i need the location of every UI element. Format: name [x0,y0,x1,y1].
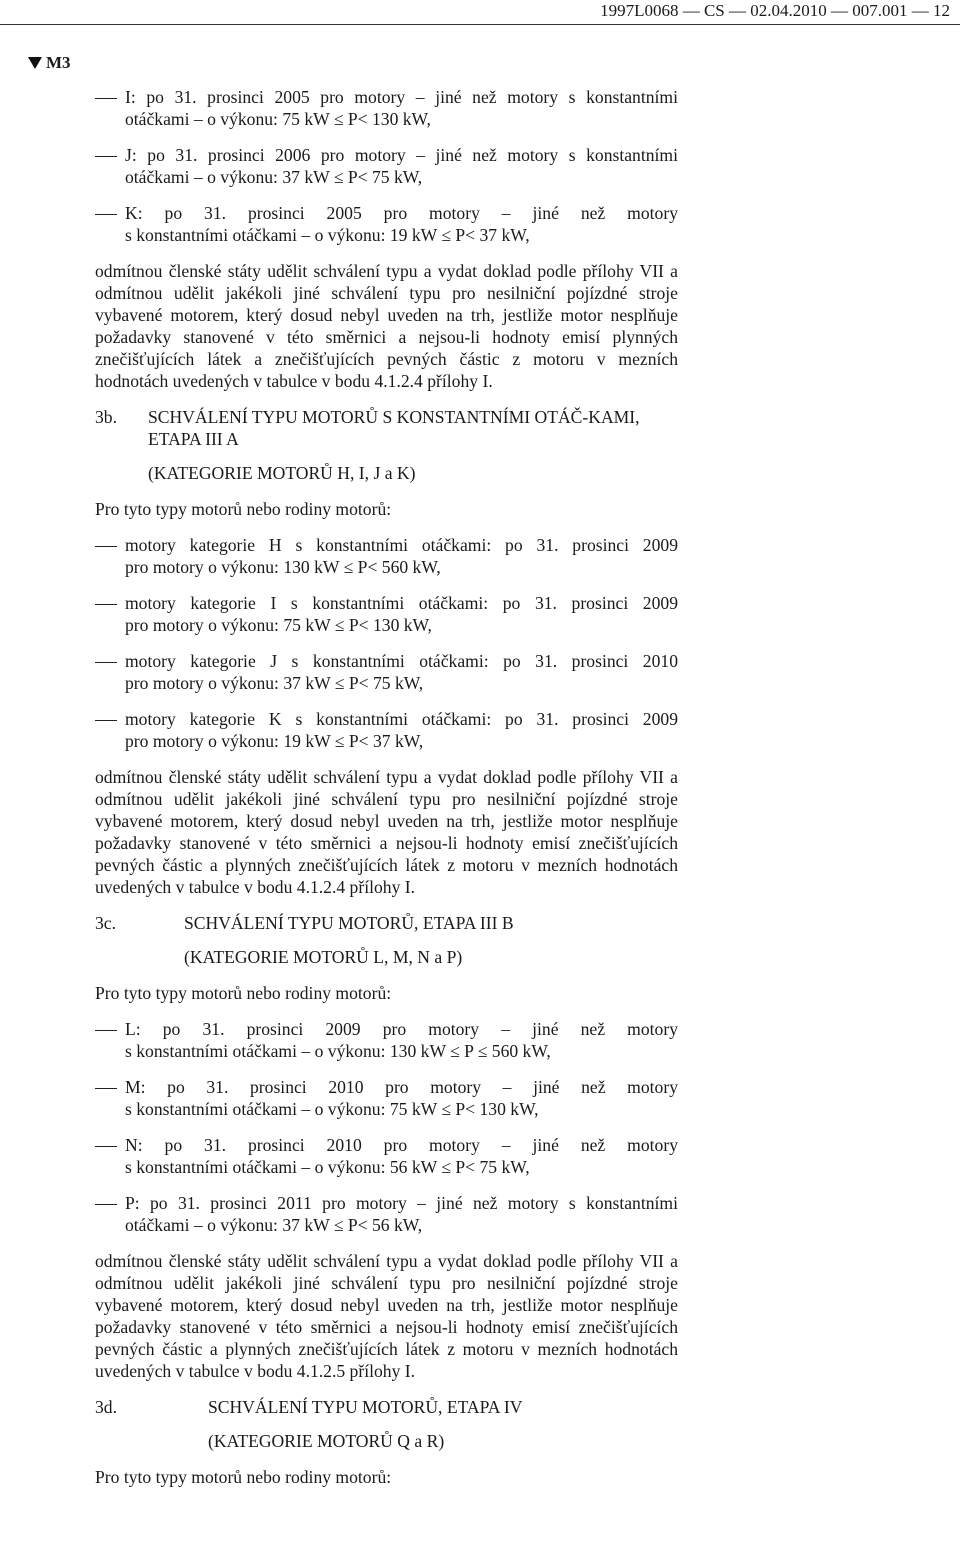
list-item [95,708,678,752]
dash-bullet [95,202,125,224]
amendment-marker[interactable] [28,52,71,74]
document-body [95,86,678,1502]
dash-bullet [95,144,125,166]
list-item-line: pro motory o výkonu: 75 kW ≤ P< 130 kW, [125,615,432,635]
list-item-line: N: po 31. prosinci 2010 pro motory – jiné než motory [125,1135,678,1155]
dash-bullet [95,1076,125,1098]
list-item-line: otáčkami – o výkonu: 37 kW ≤ P< 56 kW, [125,1215,423,1235]
header-rule [0,24,960,25]
list-item-line: J: po 31. prosinci 2006 pro motory – jiné než motory s konstantními [125,145,678,165]
list-item [95,1192,678,1236]
paragraph: odmítnou členské státy udělit schválení typu a vydat doklad podle přílohy VII a odmítnou udělit jakékoli jiné schválení typu pro nesilniční pojízdné stroje vybavené motorem, který dosud nebyl uveden na trh, jestliže motor nesplňuje požadavky stanovené v této směrnici a nejsou-li hodnoty emisí znečišťujících pevných částic a plynných znečišťujících látek z motoru v mezních hodnotách uvedených v tabulce v bodu 4.1.2.4 přílohy I. [95,767,678,897]
list-item [95,534,678,578]
list-item-line: P: po 31. prosinci 2011 pro motory – jiné než motory s konstantními [125,1193,678,1213]
section-category: (KATEGORIE MOTORŮ H, I, J a K) [148,463,416,483]
list-item [95,1134,678,1178]
list-item [95,144,678,188]
paragraph: odmítnou členské státy udělit schválení typu a vydat doklad podle přílohy VII a odmítnou udělit jakékoli jiné schválení typu pro nesilniční pojízdné stroje vybavené motorem, který dosud nebyl uveden na trh, jestliže motor nesplňuje požadavky stanovené v této směrnici a nejsou-li hodnoty emisí plynných znečišťujících látek a znečišťujících pevných částic z motoru v mezních hodnotách uvedených v tabulce v bodu 4.1.2.4 přílohy I. [95,261,678,391]
section-number: 3b. [95,407,117,427]
list-item-line: motory kategorie I s konstantními otáčkami: po 31. prosinci 2009 [125,593,678,613]
section-intro: Pro tyto typy motorů nebo rodiny motorů: [95,499,392,519]
list-item-line: pro motory o výkonu: 19 kW ≤ P< 37 kW, [125,731,424,751]
section-heading-3b [95,406,678,450]
list-item-line: pro motory o výkonu: 130 kW ≤ P< 560 kW, [125,557,441,577]
list-item-line: L: po 31. prosinci 2009 pro motory – jiné než motory [125,1019,678,1039]
section-number: 3d. [95,1397,117,1417]
list-item-line: motory kategorie H s konstantními otáčkami: po 31. prosinci 2009 [125,535,678,555]
list-item-line: M: po 31. prosinci 2010 pro motory – jiné než motory [125,1077,678,1097]
section-heading-3d [95,1396,678,1418]
list-item-line: s konstantními otáčkami – o výkonu: 130 kW ≤ P ≤ 560 kW, [125,1041,551,1061]
list-item-line: pro motory o výkonu: 37 kW ≤ P< 75 kW, [125,673,424,693]
section-title: SCHVÁLENÍ TYPU MOTORŮ S KONSTANTNÍMI OTÁČ-KAMI, ETAPA III A [148,407,640,449]
section-heading-3c [95,912,678,934]
dash-bullet [95,534,125,556]
list-item-line: s konstantními otáčkami – o výkonu: 75 kW ≤ P< 130 kW, [125,1099,539,1119]
dash-bullet [95,1134,125,1156]
list-item-line: otáčkami – o výkonu: 75 kW ≤ P< 130 kW, [125,109,431,129]
section-intro: Pro tyto typy motorů nebo rodiny motorů: [95,983,392,1003]
dash-bullet [95,86,125,108]
dash-bullet [95,1192,125,1214]
dash-bullet [95,592,125,614]
dash-bullet [95,708,125,730]
list-item [95,1076,678,1120]
list-item [95,86,678,130]
list-item-line: otáčkami – o výkonu: 37 kW ≤ P< 75 kW, [125,167,423,187]
paragraph: odmítnou členské státy udělit schválení typu a vydat doklad podle přílohy VII a odmítnou udělit jakékoli jiné schválení typu pro nesilniční pojízdné stroje vybavené motorem, který dosud nebyl uveden na trh, jestliže motor nesplňuje požadavky stanovené v této směrnici a nejsou-li hodnoty emisí znečišťujících pevných částic a plynných znečišťujících látek z motoru v mezních hodnotách uvedených v tabulce v bodu 4.1.2.5 přílohy I. [95,1251,678,1381]
list-item-line: s konstantními otáčkami – o výkonu: 19 kW ≤ P< 37 kW, [125,225,530,245]
section-category: (KATEGORIE MOTORŮ Q a R) [208,1431,445,1451]
triangle-down-icon [28,57,42,69]
list-item [95,1018,678,1062]
section-title: SCHVÁLENÍ TYPU MOTORŮ, ETAPA III B [184,913,514,933]
section-category: (KATEGORIE MOTORŮ L, M, N a P) [184,947,463,967]
section-title: SCHVÁLENÍ TYPU MOTORŮ, ETAPA IV [208,1397,523,1417]
list-item-line: K: po 31. prosinci 2005 pro motory – jiné než motory [125,203,678,223]
section-intro: Pro tyto typy motorů nebo rodiny motorů: [95,1467,392,1487]
section-number: 3c. [95,913,117,933]
list-item [95,202,678,246]
list-item-line: s konstantními otáčkami – o výkonu: 56 kW ≤ P< 75 kW, [125,1157,530,1177]
list-item [95,592,678,636]
list-item-line: motory kategorie J s konstantními otáčkami: po 31. prosinci 2010 [125,651,678,671]
dash-bullet [95,1018,125,1040]
dash-bullet [95,650,125,672]
list-item-line: I: po 31. prosinci 2005 pro motory – jiné než motory s konstantními [125,87,678,107]
running-header: 1997L0068 — CS — 02.04.2010 — 007.001 — 12 [600,1,950,20]
list-item [95,650,678,694]
amendment-marker-label: M3 [46,53,71,72]
list-item-line: motory kategorie K s konstantními otáčkami: po 31. prosinci 2009 [125,709,678,729]
